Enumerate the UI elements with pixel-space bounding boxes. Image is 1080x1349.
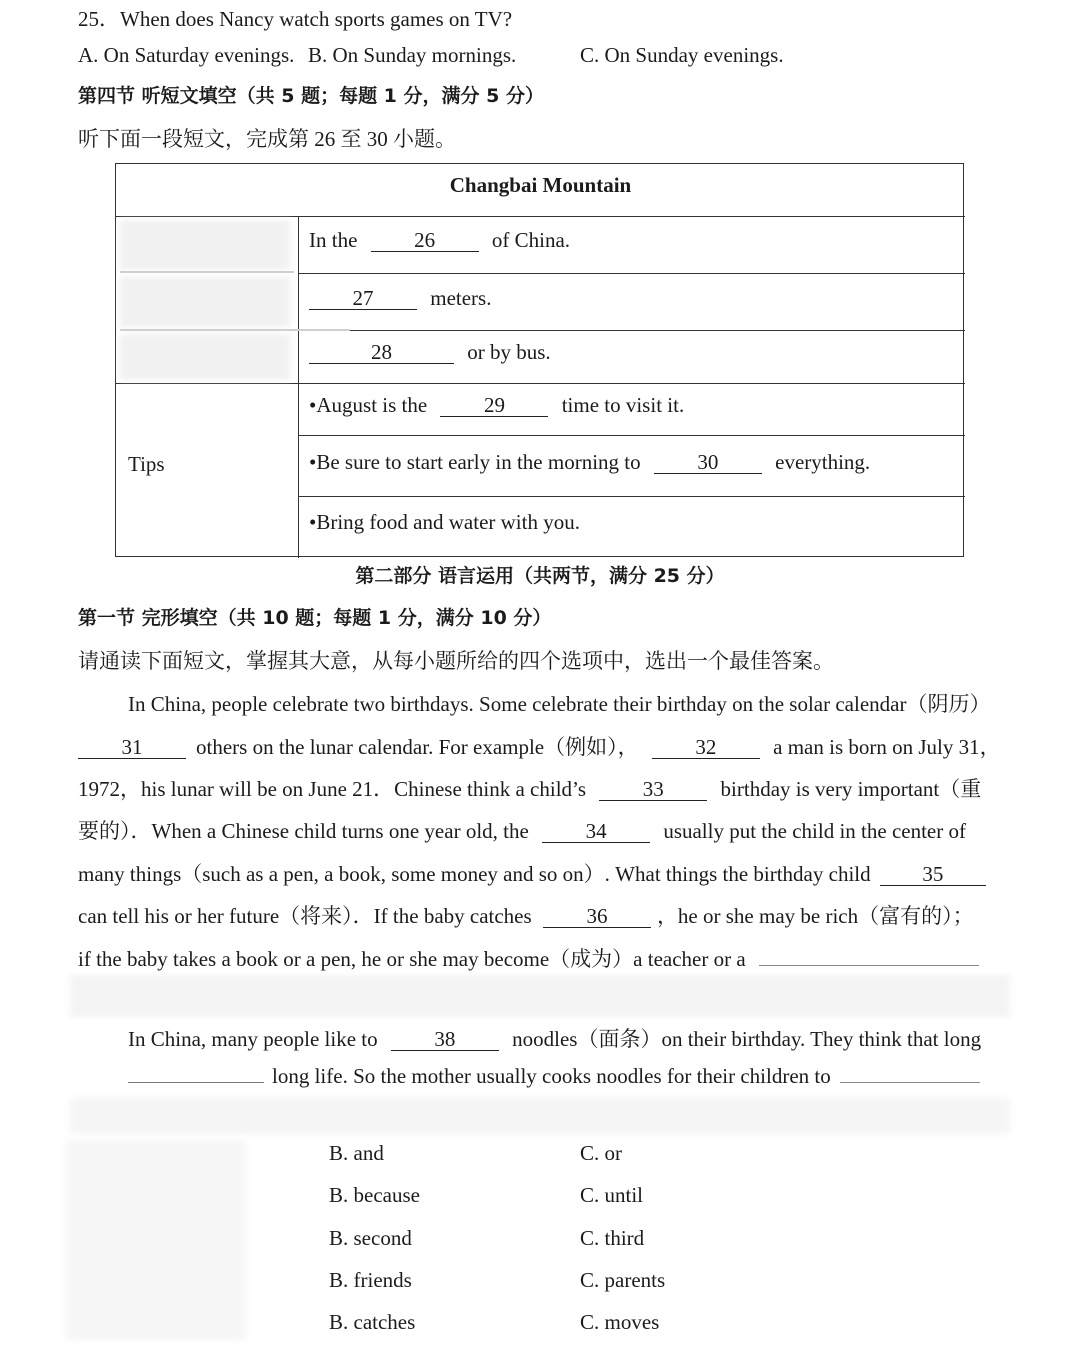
faint-line [120,271,294,273]
faint-line [120,329,350,331]
tip-3: •Bring food and water with you. [309,510,580,534]
passage-line: 要的）．When a Chinese child turns one year old, the 34 usually put the child in the center of [78,819,966,843]
option-c: C. until [580,1183,644,1207]
part2-heading: 第二部分 语言运用（共两节，满分 25 分） [355,565,725,587]
option-b: B. second [329,1226,412,1250]
blank-35[interactable]: 35 [880,863,986,886]
blurred-region [66,1140,246,1340]
blank-36[interactable]: 36 [543,905,651,928]
option-c: C. moves [580,1310,660,1334]
table-divider [298,496,965,497]
blank-30[interactable]: 30 [654,451,762,474]
row-transport: 28 or by bus. [309,340,551,365]
blank-29[interactable]: 29 [440,394,548,417]
blurred-region [70,1098,1010,1134]
tips-label: Tips [128,452,165,476]
passage-line: In China, many people like to 38 noodles（面条）on their birthday. They think that long [128,1027,982,1051]
option-b: B. catches [329,1310,416,1334]
passage-line: 1972，his lunar will be on June 21．Chinese think a child’s 33 birthday is very important（重 [78,777,982,801]
table-divider [298,435,965,436]
blank-33[interactable]: 33 [599,778,707,801]
blank-32[interactable]: 32 [652,736,760,759]
table-divider [116,383,965,384]
section4-instruction: 听下面一段短文，完成第 26 至 30 小题。 [78,127,456,151]
option-b: B. friends [329,1268,412,1292]
option-c: C. parents [580,1268,666,1292]
passage-line: long life. So the mother usually cooks noodles for their children to [128,1064,980,1089]
passage-line: 31 others on the lunar calendar. For example（例如）， 32 a man is born on July 31， [78,731,1001,761]
part2-instruction: 请通读下面短文，掌握其大意，从每小题所给的四个选项中，选出一个最佳答案。 [78,649,834,673]
option-c: C. third [580,1226,645,1250]
blurred-region [70,975,1010,1017]
tip-2: •Be sure to start early in the morning to 30 everything. [309,450,871,474]
blank-39[interactable] [128,1082,264,1083]
smudged-cell [120,334,290,380]
option-b: B. and [329,1141,384,1165]
passage-line: In China, people celebrate two birthdays. Some celebrate their birthday on the solar calendar（阴历） [128,692,991,716]
blank-34[interactable]: 34 [542,820,650,843]
blank-26[interactable]: 26 [371,229,479,252]
blank-38[interactable]: 38 [391,1028,499,1051]
blank-31[interactable]: 31 [78,736,186,759]
passage-line: if the baby takes a book or a pen, he or she may become（成为）a teacher or a [78,943,979,973]
table-divider [298,330,965,331]
row-location: In the 26 of China. [309,228,571,252]
table-divider [298,273,965,274]
section4-heading: 第四节 听短文填空（共 5 题；每题 1 分，满分 5 分） [78,85,544,107]
q25-option-c: C. On Sunday evenings. [580,43,784,67]
smudged-cell [120,220,290,270]
option-c: C. or [580,1141,622,1165]
table-divider [116,216,965,217]
info-table [115,163,964,557]
part2-section1-heading: 第一节 完形填空（共 10 题；每题 1 分，满分 10 分） [78,607,552,629]
blank-27[interactable]: 27 [309,287,417,310]
smudged-cell [120,277,290,327]
passage-line: can tell his or her future（将来）．If the baby catches 36 ，he or she may be rich（富有的）； [78,904,974,928]
q25-option-b: B. On Sunday mornings. [308,43,517,67]
blank-28[interactable]: 28 [309,341,454,364]
option-b: B. because [329,1183,420,1207]
question-25: 25．When does Nancy watch sports games on TV? [78,7,513,31]
table-title: Changbai Mountain [449,173,632,197]
tip-1: •August is the 29 time to visit it. [309,393,685,417]
passage-line: many things（such as a pen, a book, some money and so on）. What things the birthday child 35 [78,858,986,888]
row-height: 27 meters. [309,286,491,311]
blank-37[interactable] [759,965,979,966]
q25-option-a: A. On Saturday evenings. [78,43,295,67]
table-column-divider [298,216,299,558]
blank-40[interactable] [840,1082,980,1083]
